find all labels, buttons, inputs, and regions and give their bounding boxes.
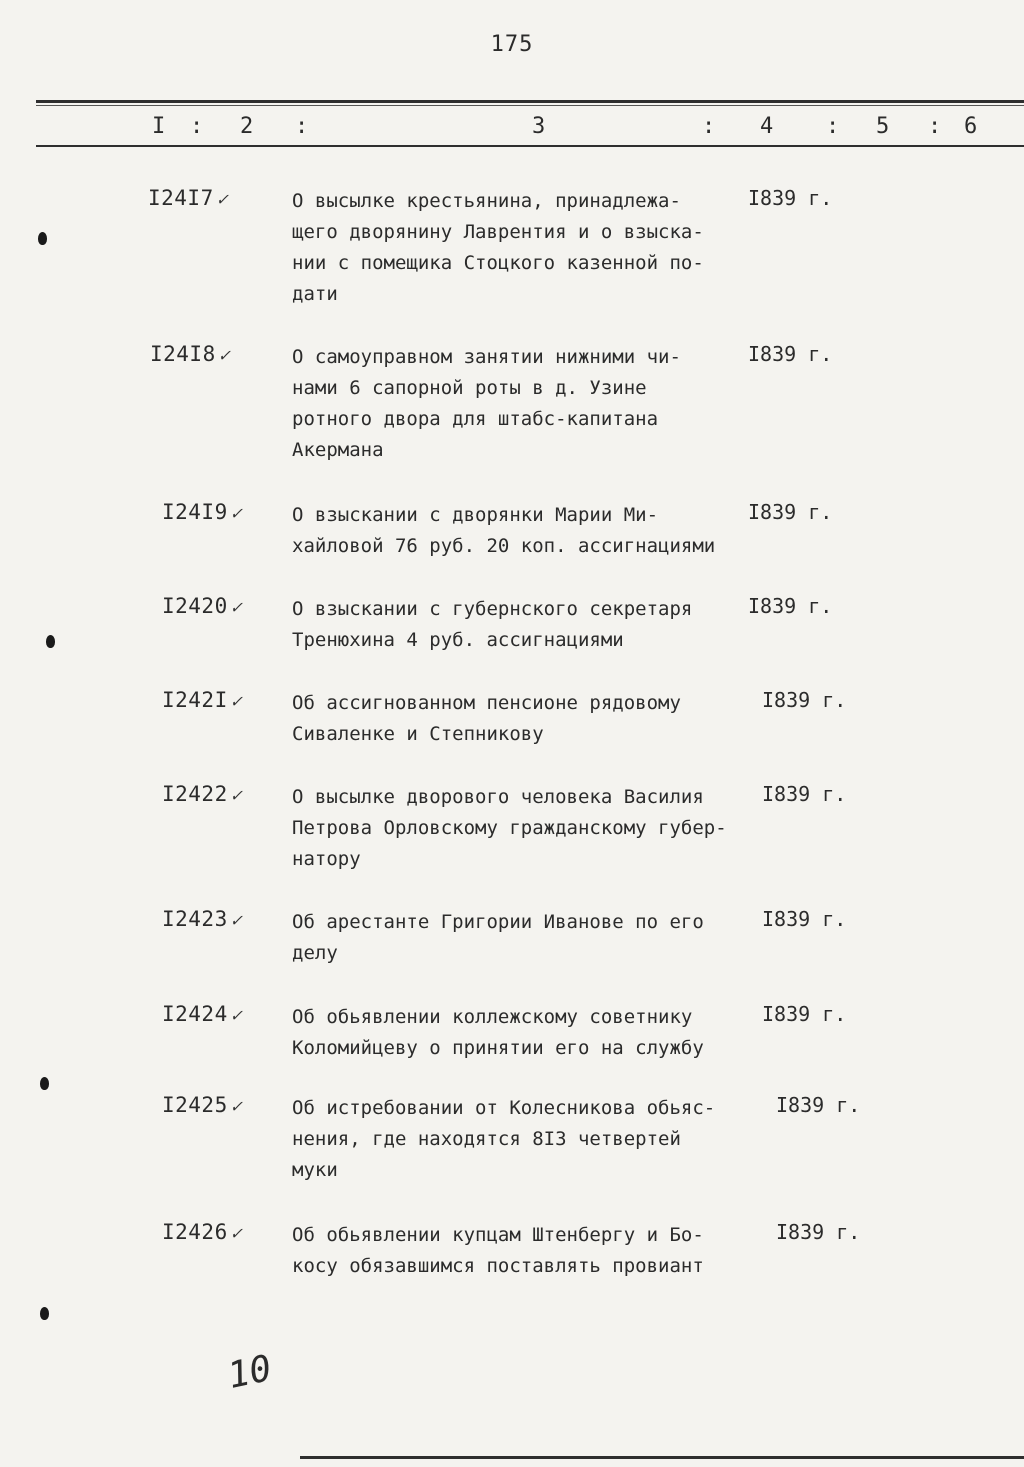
check-mark-icon: ✓: [230, 910, 243, 931]
entry-title: О высылке крестьянина, принадлежа- щего дворянину Лаврентия и о взыска- нии с помещика Стоцкого казенной по- дати: [292, 190, 704, 305]
header-rule-bottom: [36, 145, 1024, 147]
column-header-5: 5: [876, 114, 890, 139]
entry-year: I839 г.: [748, 186, 833, 210]
entry-year: I839 г.: [776, 1220, 861, 1244]
punch-hole-icon: [40, 1307, 49, 1320]
footer-rule: [300, 1456, 1024, 1459]
entry-title: Об ассигнованном пенсионе рядовому Сиваленке и Степникову: [292, 692, 681, 745]
entry-year: I839 г.: [762, 688, 847, 712]
check-mark-icon: ✓: [230, 503, 243, 524]
column-header-6: 6: [964, 114, 978, 139]
entry-title: О самоуправном занятии нижними чи- нами 6 сапорной роты в д. Узине ротного двора для штабс-капитана Акермана: [292, 346, 681, 461]
entry-number: I2426 ✓: [162, 1220, 243, 1244]
entry-year: I839 г.: [762, 1002, 847, 1026]
column-header-3: 3: [532, 114, 546, 139]
check-mark-icon: ✓: [230, 691, 243, 712]
punch-hole-icon: [46, 635, 55, 648]
column-header-1: I: [152, 114, 166, 139]
entry-title: Об обьявлении купцам Штенбергу и Бо- косу обязавшимся поставлять провиант: [292, 1224, 704, 1277]
check-mark-icon: ✓: [216, 189, 229, 210]
punch-hole-icon: [38, 232, 47, 245]
check-mark-icon: ✓: [230, 785, 243, 806]
entry-number: I24I8 ✓: [150, 342, 231, 366]
entry-number: I24I9 ✓: [162, 500, 243, 524]
entry-year: I839 г.: [748, 594, 833, 618]
entry-number: I2422 ✓: [162, 782, 243, 806]
entry-title: Об арестанте Григории Иванове по его делу: [292, 911, 704, 964]
column-separator: :: [295, 114, 309, 139]
column-header-4: 4: [760, 114, 774, 139]
check-mark-icon: ✓: [230, 1223, 243, 1244]
entry-title: Об истребовании от Колесникова обьяс- нения, где находятся 8I3 четвертей муки: [292, 1097, 716, 1181]
entry-number: I242I ✓: [162, 688, 243, 712]
punch-hole-icon: [40, 1077, 49, 1090]
check-mark-icon: ✓: [230, 1096, 243, 1117]
column-separator: :: [826, 114, 840, 139]
column-separator: :: [928, 114, 942, 139]
entry-year: I839 г.: [748, 500, 833, 524]
entry-number: I2424 ✓: [162, 1002, 243, 1026]
entry-number: I2420 ✓: [162, 594, 243, 618]
entry-title: О взыскании с дворянки Марии Ми- хайловой 76 руб. 20 коп. ассигнациями: [292, 504, 716, 557]
header-rule-top-thin: [36, 105, 1024, 106]
entry-number: I24I7 ✓: [148, 186, 229, 210]
entry-title: О высылке дворового человека Василия Петрова Орловскому гражданскому губер- натору: [292, 786, 727, 870]
check-mark-icon: ✓: [218, 345, 231, 366]
check-mark-icon: ✓: [230, 597, 243, 618]
entry-title: Об обьявлении коллежскому советнику Коломийцеву о принятии его на службу: [292, 1006, 704, 1059]
column-header-2: 2: [240, 114, 254, 139]
column-separator: :: [190, 114, 204, 139]
entry-title: О взыскании с губернского секретаря Тренюхина 4 руб. ассигнациями: [292, 598, 693, 651]
entry-year: I839 г.: [762, 782, 847, 806]
entry-year: I839 г.: [762, 907, 847, 931]
check-mark-icon: ✓: [230, 1005, 243, 1026]
handwritten-mark: 10: [224, 1347, 276, 1398]
entry-year: I839 г.: [776, 1093, 861, 1117]
page-number: 175: [490, 32, 534, 57]
column-separator: :: [702, 114, 716, 139]
entry-number: I2423 ✓: [162, 907, 243, 931]
header-rule-top: [36, 100, 1024, 103]
entry-year: I839 г.: [748, 342, 833, 366]
entry-number: I2425 ✓: [162, 1093, 243, 1117]
